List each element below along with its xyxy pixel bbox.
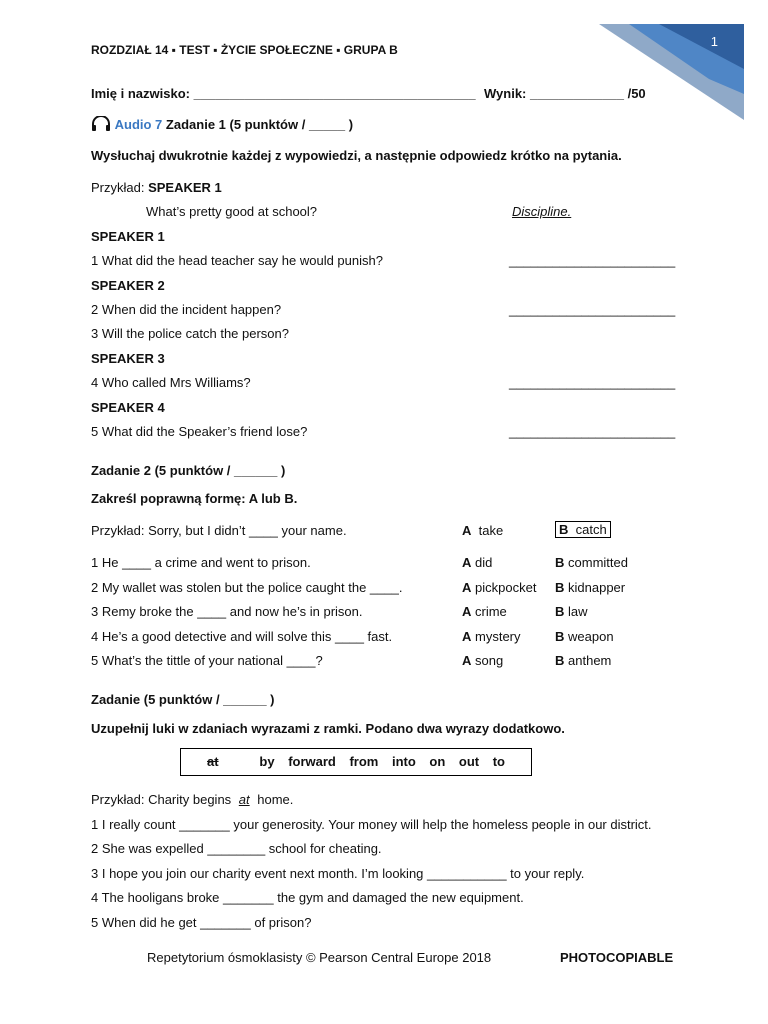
task3-item-3: 3 I hope you join our charity event next month. I’m looking ___________ to your reply.	[91, 866, 585, 881]
example-label: Przykład:	[91, 180, 145, 195]
speaker-2: SPEAKER 2	[91, 278, 165, 293]
task2-item-2: 2 My wallet was stolen but the police caught the ____.	[91, 580, 403, 595]
task3-example: Przykład: Charity begins at home.	[91, 792, 294, 807]
example-option-a: A take	[462, 523, 504, 538]
task1-heading	[91, 116, 353, 132]
task1-example	[91, 180, 222, 195]
question-2: 2 When did the incident happen?	[91, 302, 282, 317]
example-option-b: B catch	[555, 522, 611, 537]
word-box	[180, 748, 532, 776]
question-4: 4 Who called Mrs Williams?	[91, 375, 251, 390]
question-5: 5 What did the Speaker’s friend lose?	[91, 424, 308, 439]
task2-item-1-option-a[interactable]: A did	[462, 555, 493, 570]
question-1: 1 What did the head teacher say he would punish?	[91, 253, 383, 268]
speaker-3: SPEAKER 3	[91, 351, 165, 366]
task2-item-5-option-a[interactable]: A song	[462, 653, 504, 668]
task3-example-answer: at	[238, 792, 250, 807]
task2-example: Przykład: Sorry, but I didn’t ____ your name.	[91, 523, 347, 538]
task1-title: Zadanie 1 (5 punktów / _____ )	[165, 117, 354, 132]
task2-item-3: 3 Remy broke the ____ and now he’s in prison.	[91, 604, 363, 619]
task3-item-2: 2 She was expelled ________ school for cheating.	[91, 841, 382, 856]
answer-blank-1: _______________________	[509, 253, 676, 268]
headphones-icon	[91, 116, 111, 132]
page-number: 1	[710, 34, 718, 49]
task3-item-1: 1 I really count _______ your generosity. Your money will help the homeless people in our district.	[91, 817, 652, 832]
task2-title: Zadanie 2 (5 punktów / ______ )	[91, 463, 286, 478]
task3-title: Zadanie (5 punktów / ______ )	[91, 692, 275, 707]
footer-copyright: Repetytorium ósmoklasisty © Pearson Central Europe 2018	[147, 950, 492, 965]
task2-item-5-option-b[interactable]: B anthem	[555, 653, 612, 668]
task2-item-1-option-b[interactable]: B committed	[555, 555, 628, 570]
page-title: ROZDZIAŁ 14 ▪ TEST ▪ ŻYCIE SPOŁECZNE ▪ GRUPA B	[91, 43, 398, 57]
task2-item-3-option-a[interactable]: A crime	[462, 604, 507, 619]
task2-item-4-option-b[interactable]: B weapon	[555, 629, 614, 644]
word-list	[181, 754, 531, 769]
task2-instruction: Zakreśl poprawną formę: A lub B.	[91, 491, 298, 506]
crossed-word: at	[207, 754, 219, 769]
corner-decoration	[599, 24, 744, 120]
task2-item-4-option-a[interactable]: A mystery	[462, 629, 521, 644]
task2-item-4: 4 He’s a good detective and will solve this ____ fast.	[91, 629, 393, 644]
task2-item-3-option-b[interactable]: B law	[555, 604, 588, 619]
task3-item-4: 4 The hooligans broke _______ the gym and damaged the new equipment.	[91, 890, 524, 905]
task3-item-5: 5 When did he get _______ of prison?	[91, 915, 312, 930]
answer-blank-5: _______________________	[509, 424, 676, 439]
task2-item-2-option-a[interactable]: A pickpocket	[462, 580, 537, 595]
name-line: Imię i nazwisko: _______________________________________	[91, 86, 476, 101]
speaker-1: SPEAKER 1	[91, 229, 165, 244]
example-speaker: SPEAKER 1	[148, 180, 222, 195]
task2-item-1: 1 He ____ a crime and went to prison.	[91, 555, 311, 570]
example-question: What’s pretty good at school?	[146, 204, 318, 219]
task1-instruction: Wysłuchaj dwukrotnie każdej z wypowiedzi, a następnie odpowiedz krótko na pytania.	[91, 148, 622, 163]
question-3: 3 Will the police catch the person?	[91, 326, 289, 341]
example-answer: Discipline.	[512, 204, 572, 219]
task2-item-2-option-b[interactable]: B kidnapper	[555, 580, 626, 595]
available-words: by forward from into on out to	[259, 754, 505, 769]
task3-instruction: Uzupełnij luki w zdaniach wyrazami z ramki. Podano dwa wyrazy dodatkowo.	[91, 721, 565, 736]
footer-photocopiable: PHOTOCOPIABLE	[560, 950, 674, 965]
task2-item-5: 5 What’s the tittle of your national ____?	[91, 653, 323, 668]
audio-label: Audio 7	[114, 117, 163, 132]
answer-blank-4: _______________________	[509, 375, 676, 390]
speaker-4: SPEAKER 4	[91, 400, 165, 415]
answer-blank-2: _______________________	[509, 302, 676, 317]
score-line: Wynik: _____________ /50	[484, 86, 646, 101]
